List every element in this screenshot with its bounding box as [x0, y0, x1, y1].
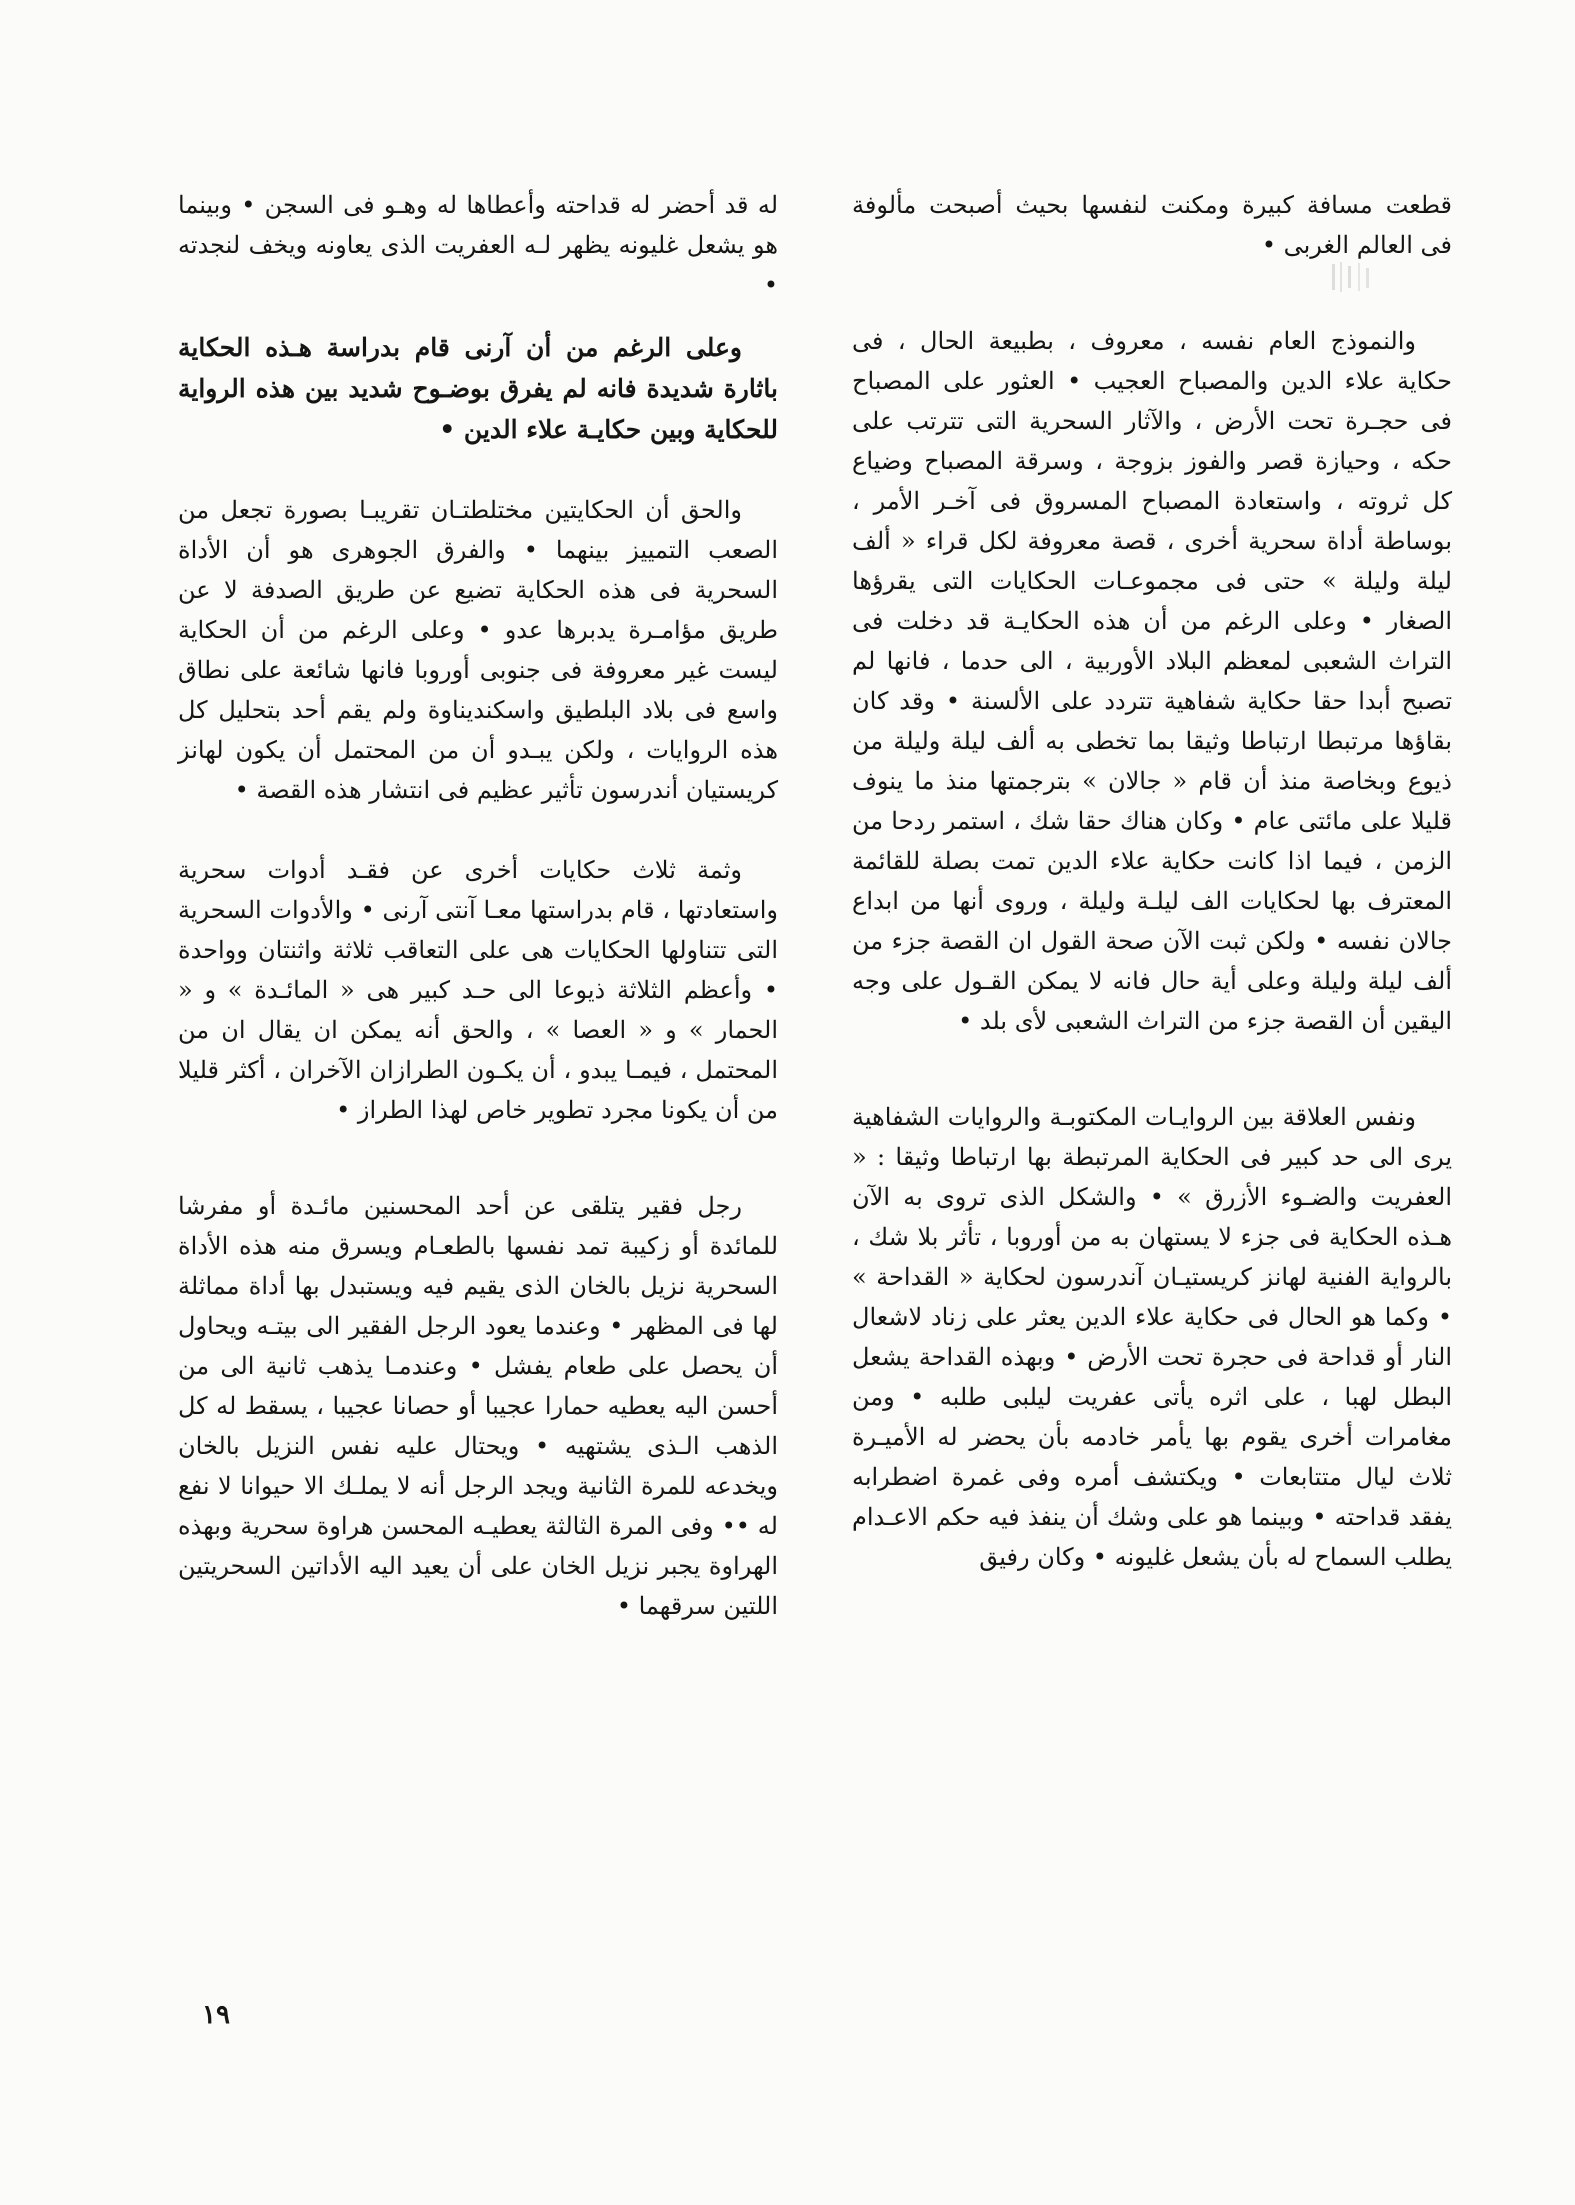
right-column: [852, 185, 1452, 1577]
paragraph-gap: [178, 1130, 778, 1186]
left-column: [178, 185, 778, 1626]
paragraph-aladdin: والنموذج العام نفسه ، معروف ، بطبيعة الحال ، فى حكاية علاء الدين والمصباح العجيب • العثور على المصباح فى حجـرة تحت الأرض ، والآثار السحرية التى تترتب على حكه ، وحيازة قصر والفوز بزوجة ، وسرقة المصباح وضياع كل ثروته ، واستعادة المصباح المسروق فى آخـر الأمر ، بوساطة أداة سحرية أخرى ، قصة معروفة لكل قراء « ألف ليلة وليلة » حتى فى مجموعـات الحكايات التى يقرؤها الصغار • وعلى الرغم من أن هذه الحكايـة قد دخلت فى التراث الشعبى لمعظم البلاد الأوربية ، الى حدما ، فانها لم تصبح أبدا حقا حكاية شفاهية تتردد على الألسنة • وقد كان بقاؤها مرتبطا ارتباطا وثيقا بما تخطى به ألف ليلة وليلة من ذيوع وبخاصة منذ أن قام « جالان » بترجمتها منذ ما ينوف قليلا على مائتى عام • وكان هناك حقا شك ، استمر ردحا من الزمن ، فيما اذا كانت حكاية علاء الدين تمت بصلة للقائمة المعترف بها لحكايات الف ليلـة وليلة ، وروى أنها من ابداع جالان نفسه • ولكن ثبت الآن صحة القول ان القصة جزء من ألف ليلة وليلة وعلى أية حال فانه لا يمكن القـول على وجه اليقين أن القصة جزء من التراث الشعبى لأى بلد •: [852, 327, 1452, 1035]
paragraph-continuation: له قد أحضر له قداحته وأعطاها له وهـو فى السجن • وبينما هو يشعل غليونه يظهر لـه العفريت الذى يعاونه ويخف لنجدته •: [178, 191, 778, 299]
paragraph-three-tales: وثمة ثلاث حكايات أخرى عن فقـد أدوات سحرية واستعادتها ، قام بدراستها معـا آنتى آرنى • والأدوات السحرية التى تتناولها الحكايات هى على التعاقب ثلاثة واثنتان وواحدة • وأعظم الثلاثة ذيوعا الى حـد كبير هى « المائـدة » و « الحمار » و « العصا » ، والحق أنه يمكن ان يقال ان من المحتمل ، فيمـا يبدو ، أن يكـون الطرازان الآخران ، أكثر قليلا من أن يكونا مجرد تطوير خاص لهذا الطراز •: [178, 856, 778, 1124]
paragraph-continuation: قطعت مسافة كبيرة ومكنت لنفسها بحيث أصبحت مألوفة فى العالم الغربى •: [852, 191, 1452, 259]
paragraph-gap: [178, 810, 778, 850]
paragraph-blue-light: ونفس العلاقة بين الروايـات المكتوبـة والروايات الشفاهية يرى الى حد كبير فى الحكاية المرتبطة بها ارتباطا وثيقا : « العفريت والضـوء الأزرق » • والشكل الذى تروى به الآن هـذه الحكاية فى جزء لا يستهان به من أوروبا ، تأثر بلا شك ، بالرواية الفنية لهانز كريستيـان آندرسون لحكاية « القداحة » • وكما هو الحال فى حكاية علاء الدين يعثر على زناد لاشعال النار أو قداحة فى حجرة تحت الأرض • وبهذه القداحة يشعل البطل لهبا ، على اثره يأتى عفريت ليلبى طلبه • ومن مغامرات أخرى يقوم بها يأمر خادمه بأن يحضر له الأميـرة ثلاث ليال متتابعات • ويكتشف أمره وفى غمرة اضطرابه يفقد قداحته • وبينما هو على وشك أن ينفذ فيه حكم الاعـدام يطلب السماح له بأن يشعل غليونه • وكان رفيق: [852, 1103, 1452, 1571]
paragraph-gap: [178, 450, 778, 490]
paragraph-gap: [178, 305, 778, 327]
paragraph-gap: [852, 1041, 1452, 1097]
paragraph-two-tales: والحق أن الحكايتين مختلطتـان تقريبـا بصورة تجعل من الصعب التمييز بينهما • والفرق الجوهرى هو أن الأداة السحرية فى هذه الحكاية تضيع عن طريق الصدفة لا عن طريق مؤامـرة يدبرها عدو • وعلى الرغم من أن الحكاية ليست غير معروفة فى جنوبى أوروبا فانها شائعة على نطاق واسع فى بلاد البلطيق واسكنديناوة ولم يقم أحد بتحليل كل هذه الروايات ، ولكن يبـدو أن من المحتمل أن يكون لهانز كريستيان أندرسون تأثير عظيم فى انتشار هذه القصة •: [178, 496, 778, 804]
paragraph-gap: [852, 265, 1452, 321]
paragraph-poor-man: رجل فقير يتلقى عن أحد المحسنين مائـدة أو مفرشا للمائدة أو زكيبة تمد نفسها بالطعـام ويسرق منه هذه الأداة السحرية نزيل بالخان الذى يقيم فيه ويستبدل بها أداة مماثلة لها فى المظهر • وعندما يعود الرجل الفقير الى بيتـه ويحاول أن يحصل على طعام يفشل • وعندمـا يذهب ثانية الى من أحسن اليه يعطيه حمارا عجيبا أو حصانا عجيبا ، يسقط له كل الذهب الـذى يشتهيه • ويحتال عليه نفس النزيل بالخان ويخدعه للمرة الثانية ويجد الرجل أنه لا يملـك الا حيوانا لا نفع له •• وفى المرة الثالثة يعطيـه المحسن هراوة سحرية وبهذه الهراوة يجبر نزيل الخان على أن يعيد اليه الأداتين السحريتين اللتين سرقهما •: [178, 1192, 778, 1620]
page-number: ١٩: [202, 2000, 230, 2030]
paragraph-emphasis: وعلى الرغم من أن آرنى قام بدراسة هـذه الحكاية باثارة شديدة فانه لم يفرق بوضـوح شديد بين هذه الرواية للحكاية وبين حكايـة علاء الدين •: [178, 333, 778, 444]
